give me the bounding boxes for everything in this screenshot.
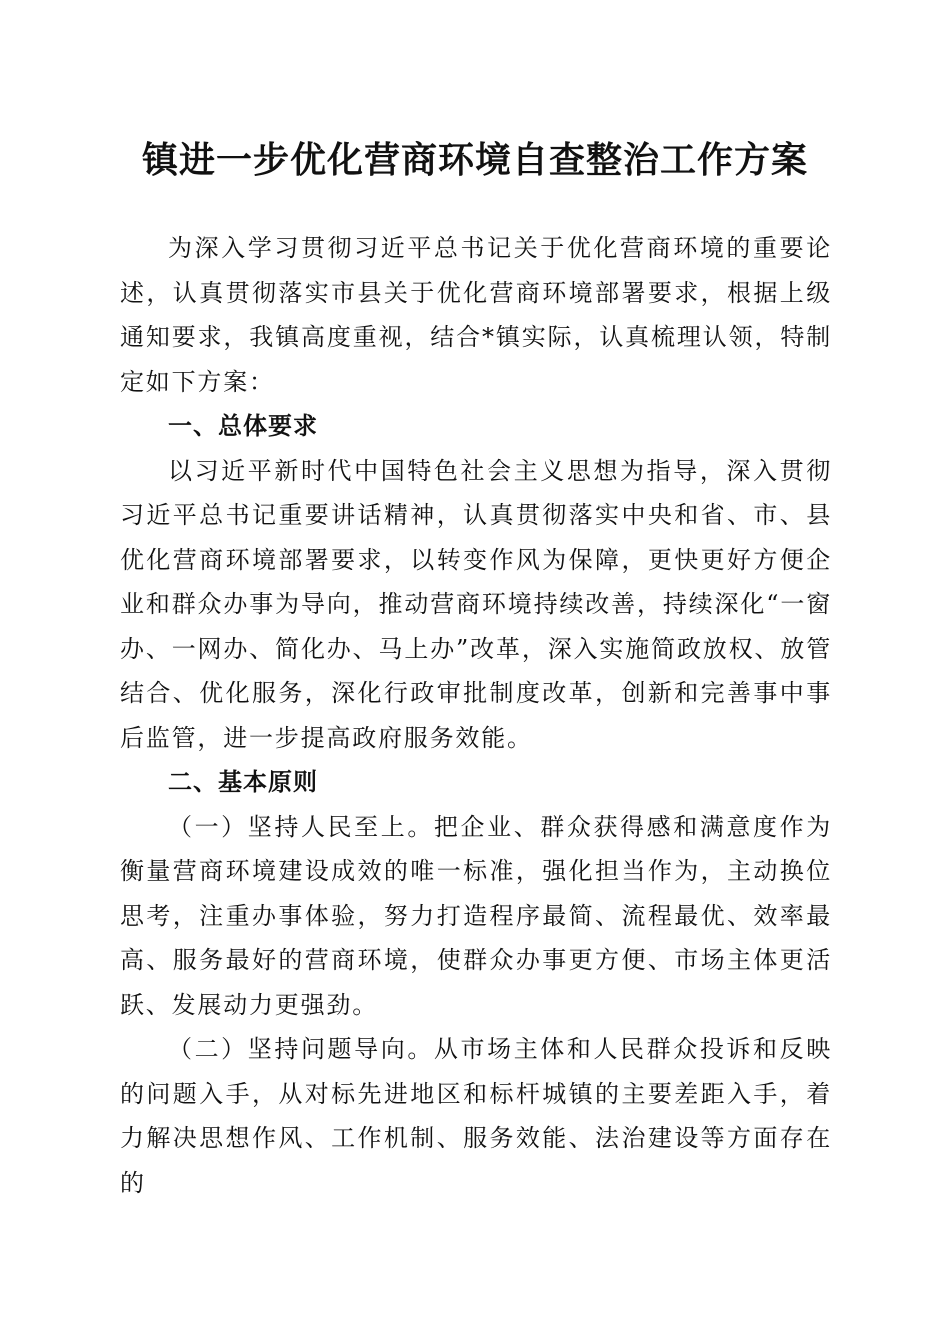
document-title: 镇进一步优化营商环境自查整治工作方案 (141, 139, 808, 181)
document-body (120, 226, 832, 1205)
section-heading-general-requirements: 一、总体要求 (168, 412, 318, 440)
section-heading-basic-principles: 二、基本原则 (168, 768, 318, 796)
principle-problem-oriented-paragraph: （二）坚持问题导向。从市场主体和人民群众投诉和反映的问题入手，从对标先进地区和标杆城镇的主要差距入手，着力解决思想作风、工作机制、服务效能、法治建设等方面存在的 (120, 1035, 832, 1197)
principle-people-first-paragraph: （一）坚持人民至上。把企业、群众获得感和满意度作为衡量营商环境建设成效的唯一标准，强化担当作为，主动换位思考，注重办事体验，努力打造程序最简、流程最优、效率最高、服务最好的营商环境，使群众办事更方便、市场主体更活跃、发展动力更强劲。 (120, 812, 832, 1019)
general-requirements-paragraph: 以习近平新时代中国特色社会主义思想为指导，深入贯彻习近平总书记重要讲话精神，认真贯彻落实中央和省、市、县优化营商环境部署要求，以转变作风为保障，更快更好方便企业和群众办事为导向，推动营商环境持续改善，持续深化“一窗办、一网办、简化办、马上办”改革，深入实施简政放权、放管结合、优化服务，深化行政审批制度改革，创新和完善事中事后监管，进一步提高政府服务效能。 (120, 456, 832, 752)
intro-paragraph: 为深入学习贯彻习近平总书记关于优化营商环境的重要论述，认真贯彻落实市县关于优化营商环境部署要求，根据上级通知要求，我镇高度重视，结合*镇实际，认真梳理认领，特制定如下方案： (120, 234, 832, 396)
